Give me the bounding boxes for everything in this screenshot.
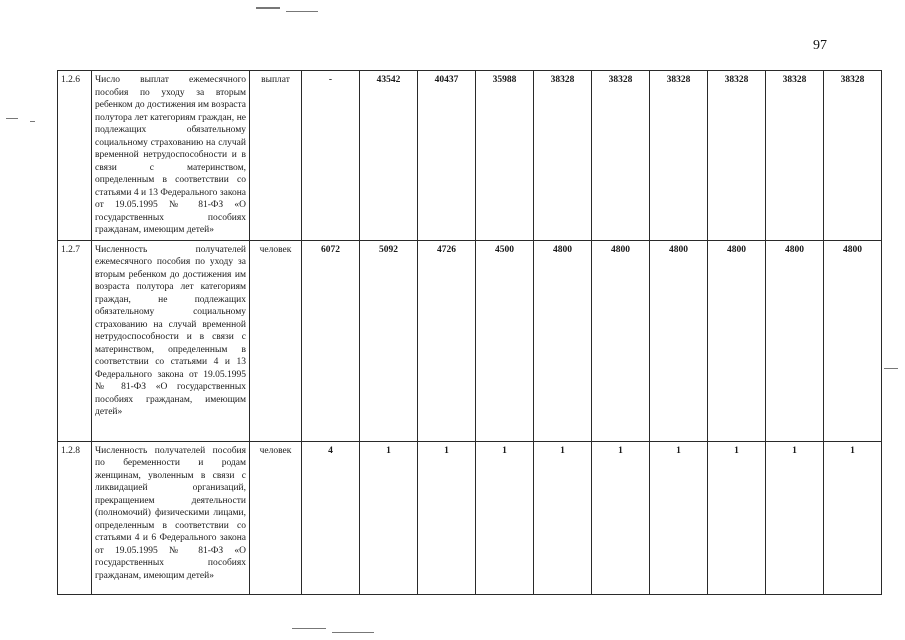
scan-artifact [332, 632, 374, 633]
scan-artifact [30, 121, 35, 122]
value-cell: 4800 [592, 240, 650, 441]
indicator-text: Численность получателей пособия по беременности и родам женщинам, уволенным в связи с ликвидацией организаций, прекращением деятельности (полномочий) физическими лицами, определенным в соответствии со статьями 4 и 6 Федерального закона от 19.05.1995 № 81-ФЗ «О государственных пособиях гражданам, имеющим детей» [92, 441, 250, 594]
scan-artifact [256, 7, 280, 9]
row-number-cell: 1.2.7 [58, 240, 92, 441]
scan-artifact [286, 11, 318, 12]
indicator-text: Число выплат ежемесячного пособия по уходу за вторым ребенком до достижения им возраста полутора лет категориям граждан, не подлежащих обязательному социальному страхованию на случай временной нетрудоспособности и в связи с материнством, определенным в соответствии со статьями 4 и 13 Федерального закона от 19.05.1995 № 81-ФЗ «О государственных пособиях гражданам, имеющим детей» [92, 71, 250, 241]
value-cell: 1 [476, 441, 534, 594]
value-cell: 1 [534, 441, 592, 594]
indicator-text: Численность получателей ежемесячного пособия по уходу за вторым ребенком до достижения им возраста полутора лет категориям граждан, не подлежащих обязательному социальному страхованию на случай временной нетрудоспособности и в связи с материнством, определенным в соответствии со статьями 4 и 13 Федерального закона от 19.05.1995 № 81-ФЗ «О государственных пособиях гражданам, имеющим детей» [92, 240, 250, 441]
value-cell: 4 [302, 441, 360, 594]
value-cell: 4500 [476, 240, 534, 441]
value-cell: 1 [418, 441, 476, 594]
value-cell: 38328 [592, 71, 650, 241]
value-cell: 4800 [708, 240, 766, 441]
value-cell: 1 [766, 441, 824, 594]
value-cell: 1 [592, 441, 650, 594]
table-row [58, 441, 882, 594]
value-cell: 38328 [650, 71, 708, 241]
value-cell: 38328 [824, 71, 882, 241]
value-cell: 5092 [360, 240, 418, 441]
value-cell: 35988 [476, 71, 534, 241]
value-cell: 4800 [824, 240, 882, 441]
value-cell: 1 [824, 441, 882, 594]
scan-artifact [292, 628, 326, 629]
value-cell: 38328 [534, 71, 592, 241]
unit-cell: выплат [250, 71, 302, 241]
scan-artifact [884, 368, 898, 369]
value-cell: 1 [650, 441, 708, 594]
value-cell: 4800 [766, 240, 824, 441]
value-cell: 6072 [302, 240, 360, 441]
value-cell: 38328 [708, 71, 766, 241]
row-number-cell: 1.2.8 [58, 441, 92, 594]
value-cell: 38328 [766, 71, 824, 241]
value-cell: 4726 [418, 240, 476, 441]
table-row [58, 71, 882, 241]
value-cell: 1 [708, 441, 766, 594]
value-cell: 4800 [534, 240, 592, 441]
row-number-cell: 1.2.6 [58, 71, 92, 241]
table-row [58, 240, 882, 441]
scan-artifact [6, 118, 18, 119]
value-cell: 1 [360, 441, 418, 594]
unit-cell: человек [250, 240, 302, 441]
value-cell: 43542 [360, 71, 418, 241]
unit-cell: человек [250, 441, 302, 594]
value-cell: 40437 [418, 71, 476, 241]
value-cell: - [302, 71, 360, 241]
value-cell: 4800 [650, 240, 708, 441]
page-number: 97 [813, 38, 827, 53]
indicator-table [57, 70, 882, 595]
